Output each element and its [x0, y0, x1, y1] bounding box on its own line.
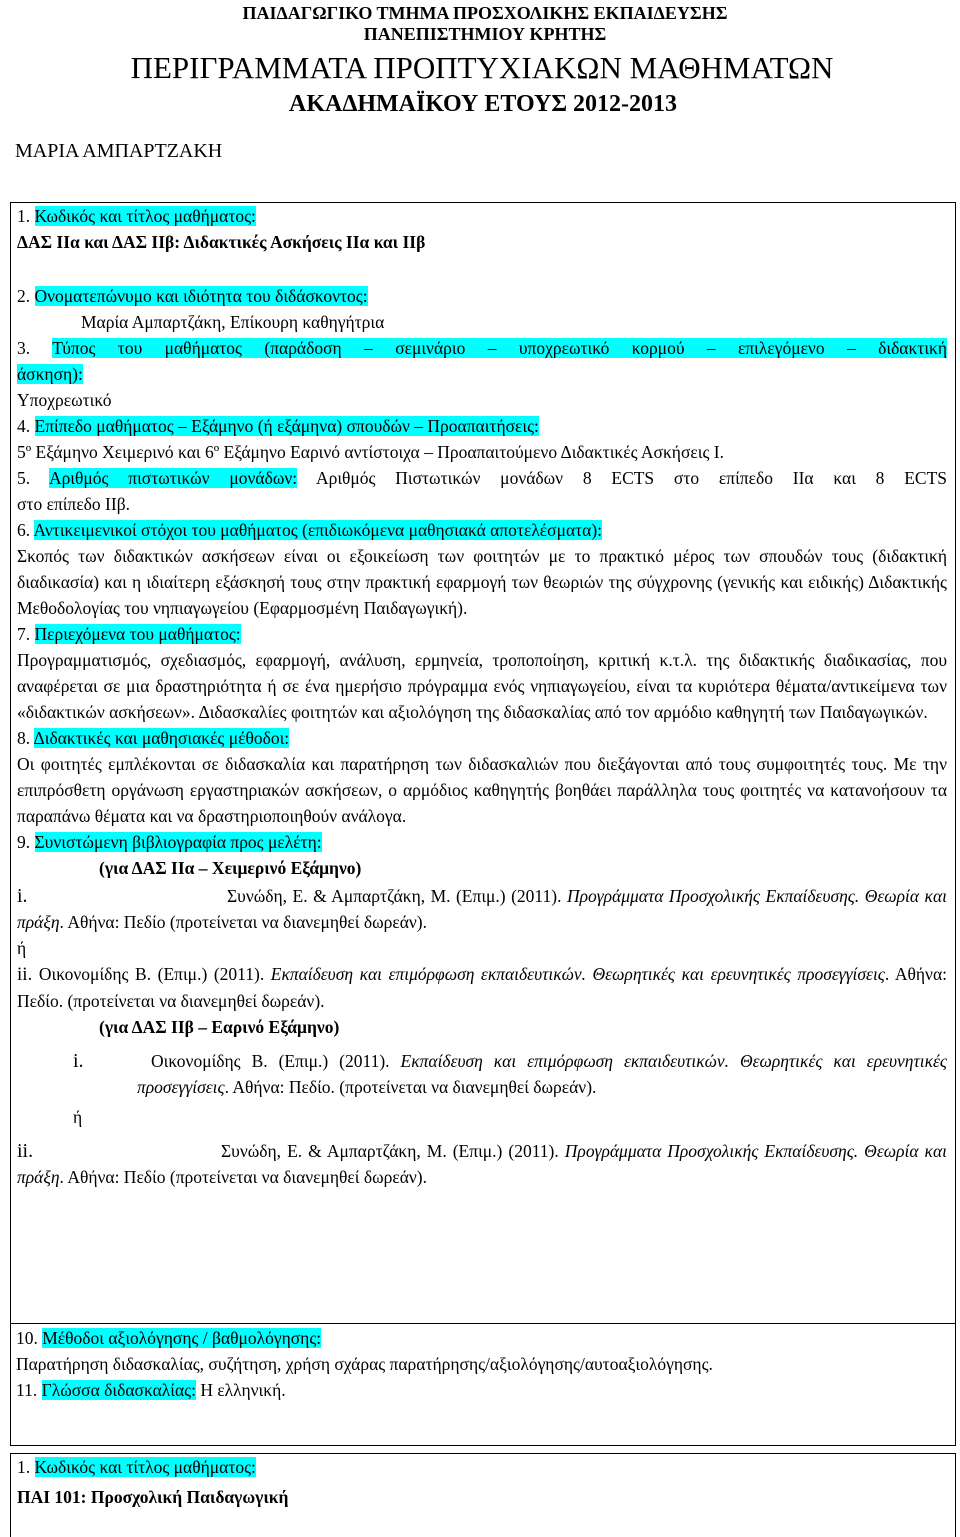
course-box-2 — [10, 1453, 956, 1537]
document-header — [0, 3, 960, 119]
section-label: Περιεχόμενα του μαθήματος: — [34, 624, 241, 644]
section-2-heading: 2. Ονοματεπώνυμο και ιδιότητα του διδάσκοντος: — [17, 286, 368, 306]
section-label: Κωδικός και τίτλος μαθήματος: — [34, 206, 256, 226]
section-label: Γλώσσα διδασκαλίας: — [41, 1380, 196, 1400]
course-level-value: 5º Εξάμηνο Χειμερινό και 6º Εξάμηνο Εαρινό αντίστοιχα – Προαπαιτούμενο Διδακτικές Ασκήσεις Ι. — [17, 442, 724, 462]
section-label: Κωδικός και τίτλος μαθήματος: — [34, 1457, 256, 1477]
section-label: Τύπος του μαθήματος (παράδοση – σεμινάριο – υποχρεωτικό κορμού – επιλεγόμενο – διδακτική — [52, 338, 948, 358]
or-separator: ή — [17, 938, 27, 958]
assessment-value: Παρατήρηση διδασκαλίας, συζήτηση, χρήση σχάρας παρατήρησης/αξιολόγησης/αυτοαξιολόγησης. — [16, 1354, 713, 1374]
section-8-heading: 8. Διδακτικές και μαθησιακές μέθοδοι: — [17, 728, 290, 748]
assessment-section — [16, 1325, 946, 1403]
section-label: Διδακτικές και μαθησιακές μέθοδοι: — [33, 728, 290, 748]
entry-marker: ii. — [17, 1140, 34, 1162]
course-box-1 — [10, 202, 956, 1446]
bibliography-group-1: (για ΔΑΣ ΙΙα – Χειμερινό Εξάμηνο) — [99, 858, 362, 878]
ects-value: Αριθμός Πιστωτικών μονάδων 8 ECTS στο επίπεδο ΙΙα και 8 ECTS — [297, 468, 947, 488]
section-label: Επίπεδο μαθήματος – Εξάμηνο (ή εξάμηνα) σπουδών – Προαπαιτήσεις: — [34, 416, 539, 436]
section-7-heading: 7. Περιεχόμενα του μαθήματος: — [17, 624, 241, 644]
section-divider — [10, 1323, 956, 1324]
section-1-heading: 1. Κωδικός και τίτλος μαθήματος: — [17, 1457, 256, 1477]
section-10-heading: 10. Μέθοδοι αξιολόγησης / βαθμολόγησης: — [16, 1328, 322, 1348]
section-11-heading: 11. Γλώσσα διδασκαλίας: Η ελληνική. — [16, 1380, 286, 1400]
course-code-title: ΠΑΙ 101: Προσχολική Παιδαγωγική — [17, 1487, 289, 1507]
document-title: ΠΕΡΙΓΡΑΜΜΑΤΑ ΠΡΟΠΤΥΧΙΑΚΩΝ ΜΑΘΗΜΑΤΩΝ — [130, 50, 834, 85]
course-type-value: Υποχρεωτικό — [17, 390, 112, 410]
entry-marker: i. — [73, 1050, 84, 1072]
section-label: Αριθμός πιστωτικών μονάδων: — [48, 468, 298, 488]
contents-text: Προγραμματισμός, σχεδιασμός, εφαρμογή, ανάλυση, ερμηνεία, τροποποίηση, κριτική κ.τ.λ. της διδακτικής διαδικασίας, που αναφέρεται σε μια δραστηριότητα ή σε ένα ημερήσιο πρόγραμμα ενός νηπιαγωγείου, είναι τα κυριότερα θέματα/αντικείμενα των «διδακτικών ασκήσεων». Διδασκαλίες φοιτητών και αξιολόγηση της διδασκαλίας από τον αρμόδιο καθηγητή των Παιδαγωγικών. — [17, 650, 947, 722]
section-label: Ονοματεπώνυμο και ιδιότητα του διδάσκοντος: — [34, 286, 368, 306]
section-label: άσκηση): — [17, 364, 83, 384]
bibliography-entry: ii. Οικονομίδης Β. (Επιμ.) (2011). Εκπαίδευση και επιμόρφωση εκπαιδευτικών. Θεωρητικές και ερευνητικές προσεγγίσεις. Αθήνα: Πεδίο. (προτείνεται να διανεμηθεί δωρεάν). — [17, 964, 947, 1011]
section-6-heading: 6. Αντικειμενικοί στόχοι του μαθήματος (επιδιωκόμενα μαθησιακά αποτελέσματα): — [17, 520, 603, 540]
or-separator: ή — [73, 1107, 83, 1127]
section-5-heading: 5. Αριθμός πιστωτικών μονάδων: Αριθμός Πιστωτικών μονάδων 8 ECTS στο επίπεδο ΙΙα και 8 ECTS — [17, 468, 947, 488]
ects-value-cont: στο επίπεδο ΙΙβ. — [17, 494, 130, 514]
section-1-heading: 1. Κωδικός και τίτλος μαθήματος: — [17, 206, 256, 226]
section-9-heading: 9. Συνιστώμενη βιβλιογραφία προς μελέτη: — [17, 832, 322, 852]
bibliography-entry: i. Συνώδη, Ε. & Αμπαρτζάκη, Μ. (Επιμ.) (2011). Προγράμματα Προσχολικής Εκπαίδευσης. Θεωρία και πράξη. Αθήνα: Πεδίο (προτείνεται να διανεμηθεί δωρεάν). — [17, 885, 947, 932]
language-value: Η ελληνική. — [195, 1380, 286, 1400]
bibliography-entry: ii. Συνώδη, Ε. & Αμπαρτζάκη, Μ. (Επιμ.) (2011). Προγράμματα Προσχολικής Εκπαίδευσης. Θεωρία και πράξη. Αθήνα: Πεδίο (προτείνεται να διανεμηθεί δωρεάν). — [17, 1140, 947, 1187]
instructor-value: Μαρία Αμπαρτζάκη, Επίκουρη καθηγήτρια — [81, 312, 385, 332]
section-label: Μέθοδοι αξιολόγησης / βαθμολόγησης: — [42, 1328, 322, 1348]
section-label: Αντικειμενικοί στόχοι του μαθήματος (επιδιωκόμενα μαθησιακά αποτελέσματα): — [33, 520, 603, 540]
course-code-title: ΔΑΣ ΙΙα και ΔΑΣ ΙΙβ: Διδακτικές Ασκήσεις ΙΙα και ΙΙβ — [17, 232, 426, 252]
methods-text: Οι φοιτητές εμπλέκονται σε διδασκαλία και παρατήρηση των διδασκαλιών που διεξάγονται από τους συμφοιτητές τους. Με την επιπρόσθετη οργάνωση εργαστηριακών ασκήσεων, ο αρμόδιος καθηγητής βοηθάει παράλληλα τους φοιτητές να κατανοήσουν τα παραπάνω θέματα και να δραστηριοποιηθούν ανάλογα. — [17, 754, 947, 826]
section-label: Συνιστώμενη βιβλιογραφία προς μελέτη: — [34, 832, 322, 852]
entry-marker: ii. — [17, 964, 33, 985]
university-name: ΠΑΝΕΠΙΣΤΗΜΙΟΥ ΚΡΗΤΗΣ — [363, 24, 607, 44]
department-name: ΠΑΙΔΑΓΩΓΙΚΟ ΤΜΗΜΑ ΠΡΟΣΧΟΛΙΚΗΣ ΕΚΠΑΙΔΕΥΣΗΣ — [242, 3, 728, 23]
bibliography-entry: i. Οικονομίδης Β. (Επιμ.) (2011). Εκπαίδευση και επιμόρφωση εκπαιδευτικών. Θεωρητικές και ερευνητικές προσεγγίσεις. Αθήνα: Πεδίο. (προτείνεται να διανεμηθεί δωρεάν). — [17, 1048, 947, 1100]
academic-year: ΑΚΑΔΗΜΑΪΚΟΥ ΕΤΟΥΣ 2012-2013 — [288, 91, 678, 117]
objectives-text: Σκοπός των διδακτικών ασκήσεων είναι οι εξοικείωση των φοιτητών με το πρακτικό μέρος των σπουδών τους (διδακτική διαδικασία) και η ιδιαίτερη εξάσκησή τους στην πρακτική εφαρμογή των θεωριών της σύγχρονης (γενικής και ειδικής) Διδακτικής Μεθοδολογίας του νηπιαγωγείου (Εφαρμοσμένη Παιδαγωγική). — [17, 546, 947, 618]
section-3-heading: 3. Τύπος του μαθήματος (παράδοση – σεμινάριο – υποχρεωτικό κορμού – επιλεγόμενο – διδακτική — [17, 338, 948, 358]
bibliography-group-2: (για ΔΑΣ ΙΙβ – Εαρινό Εξάμηνο) — [99, 1017, 340, 1037]
entry-marker: i. — [17, 885, 28, 907]
author-name: ΜΑΡΙΑ ΑΜΠΑΡΤΖΑΚΗ — [15, 140, 223, 162]
section-4-heading: 4. Επίπεδο μαθήματος – Εξάμηνο (ή εξάμηνα) σπουδών – Προαπαιτήσεις: — [17, 416, 539, 436]
